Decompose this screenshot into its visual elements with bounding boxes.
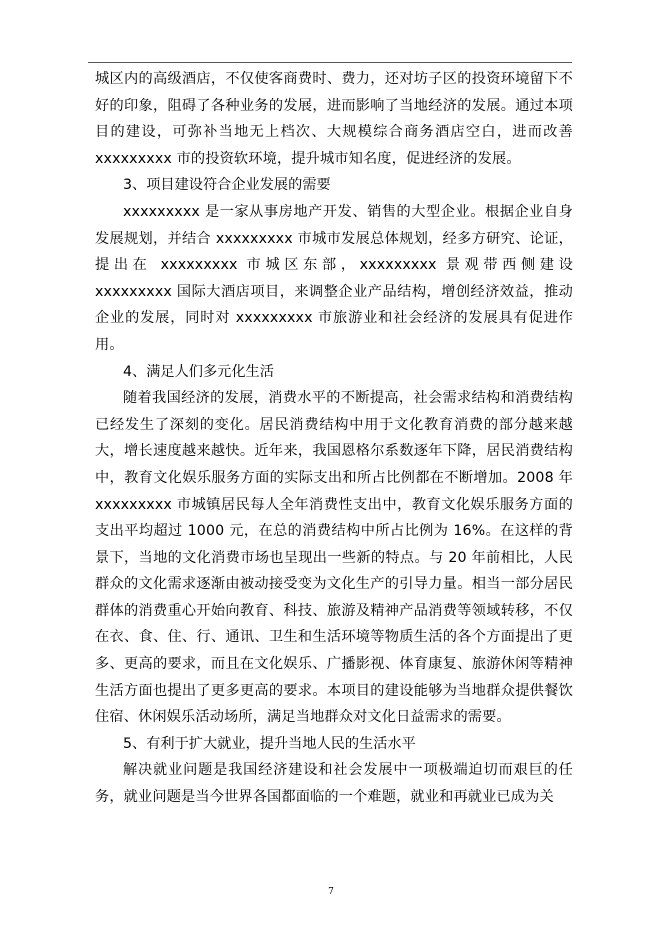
- page-number: 7: [328, 887, 334, 897]
- paragraph-enterprise-development: xxxxxxxxx 是一家从事房地产开发、销售的大型企业。根据企业自身发展规划，并结合 xxxxxxxxx 市城市发展总体规划，经多方研究、论证，提出在 xxxxxxxxx 市城区东部，xxxxxxxxx 景观带西侧建设 xxxxxxxxx 国际大酒店项目，来调整企业产品结构，增创经济效益，推动企业的发展，同时对 xxxxxxxxx 市旅游业和社会经济的发展具有促进作用。: [95, 203, 573, 353]
- header-rule: [88, 62, 572, 63]
- paragraph-employment: 解决就业问题是我国经济建设和社会发展中一项极端迫切而艰巨的任务，就业问题是当今世界各国都面临的一个难题，就业和再就业已成为关: [95, 762, 573, 806]
- document-body: [95, 66, 573, 811]
- section-heading-4: 4、满足人们多元化生活: [123, 363, 274, 380]
- section-heading-3: 3、项目建设符合企业发展的需要: [123, 177, 331, 194]
- paragraph-consumption-structure: 随着我国经济的发展，消费水平的不断提高，社会需求结构和消费结构已经发生了深刻的变化。居民消费结构中用于文化教育消费的部分越来越大，增长速度越来越快。近年来，我国恩格尔系数逐年下降，居民消费结构中，教育文化娱乐服务方面的实际支出和所占比例都在不断增加。2008 年 xxxxxxxxx 市城镇居民每人全年消费性支出中，教育文化娱乐服务方面的支出平均超过 1000 元，在总的消费结构中所占比例为 16%。在这样的背景下，当地的文化消费市场也呈现出一些新的特点。与 20 年前相比，人民群众的文化需求逐渐由被动接受变为文化生产的引导力量。相当一部分居民群体的消费重心开始向教育、科技、旅游及精神产品消费等领域转移，不仅在衣、食、住、行、通讯、卫生和生活环境等物质生活的各个方面提出了更多、更高的要求，而且在文化娱乐、广播影视、体育康复、旅游休闲等精神生活方面也提出了更多更高的要求。本项目的建设能够为当地群众提供餐饮住宿、休闲娱乐活动场所，满足当地群众对文化日益需求的需要。: [95, 390, 573, 726]
- paragraph-investment-environment: 城区内的高级酒店，不仅使客商费时、费力，还对坊子区的投资环境留下不好的印象，阻碍了各种业务的发展，进而影响了当地经济的发展。通过本项目的建设，可弥补当地无上档次、大规模综合商务酒店空白，进而改善 xxxxxxxxx 市的投资软环境，提升城市知名度，促进经济的发展。: [95, 71, 573, 167]
- section-heading-5: 5、有利于扩大就业，提升当地人民的生活水平: [123, 735, 416, 752]
